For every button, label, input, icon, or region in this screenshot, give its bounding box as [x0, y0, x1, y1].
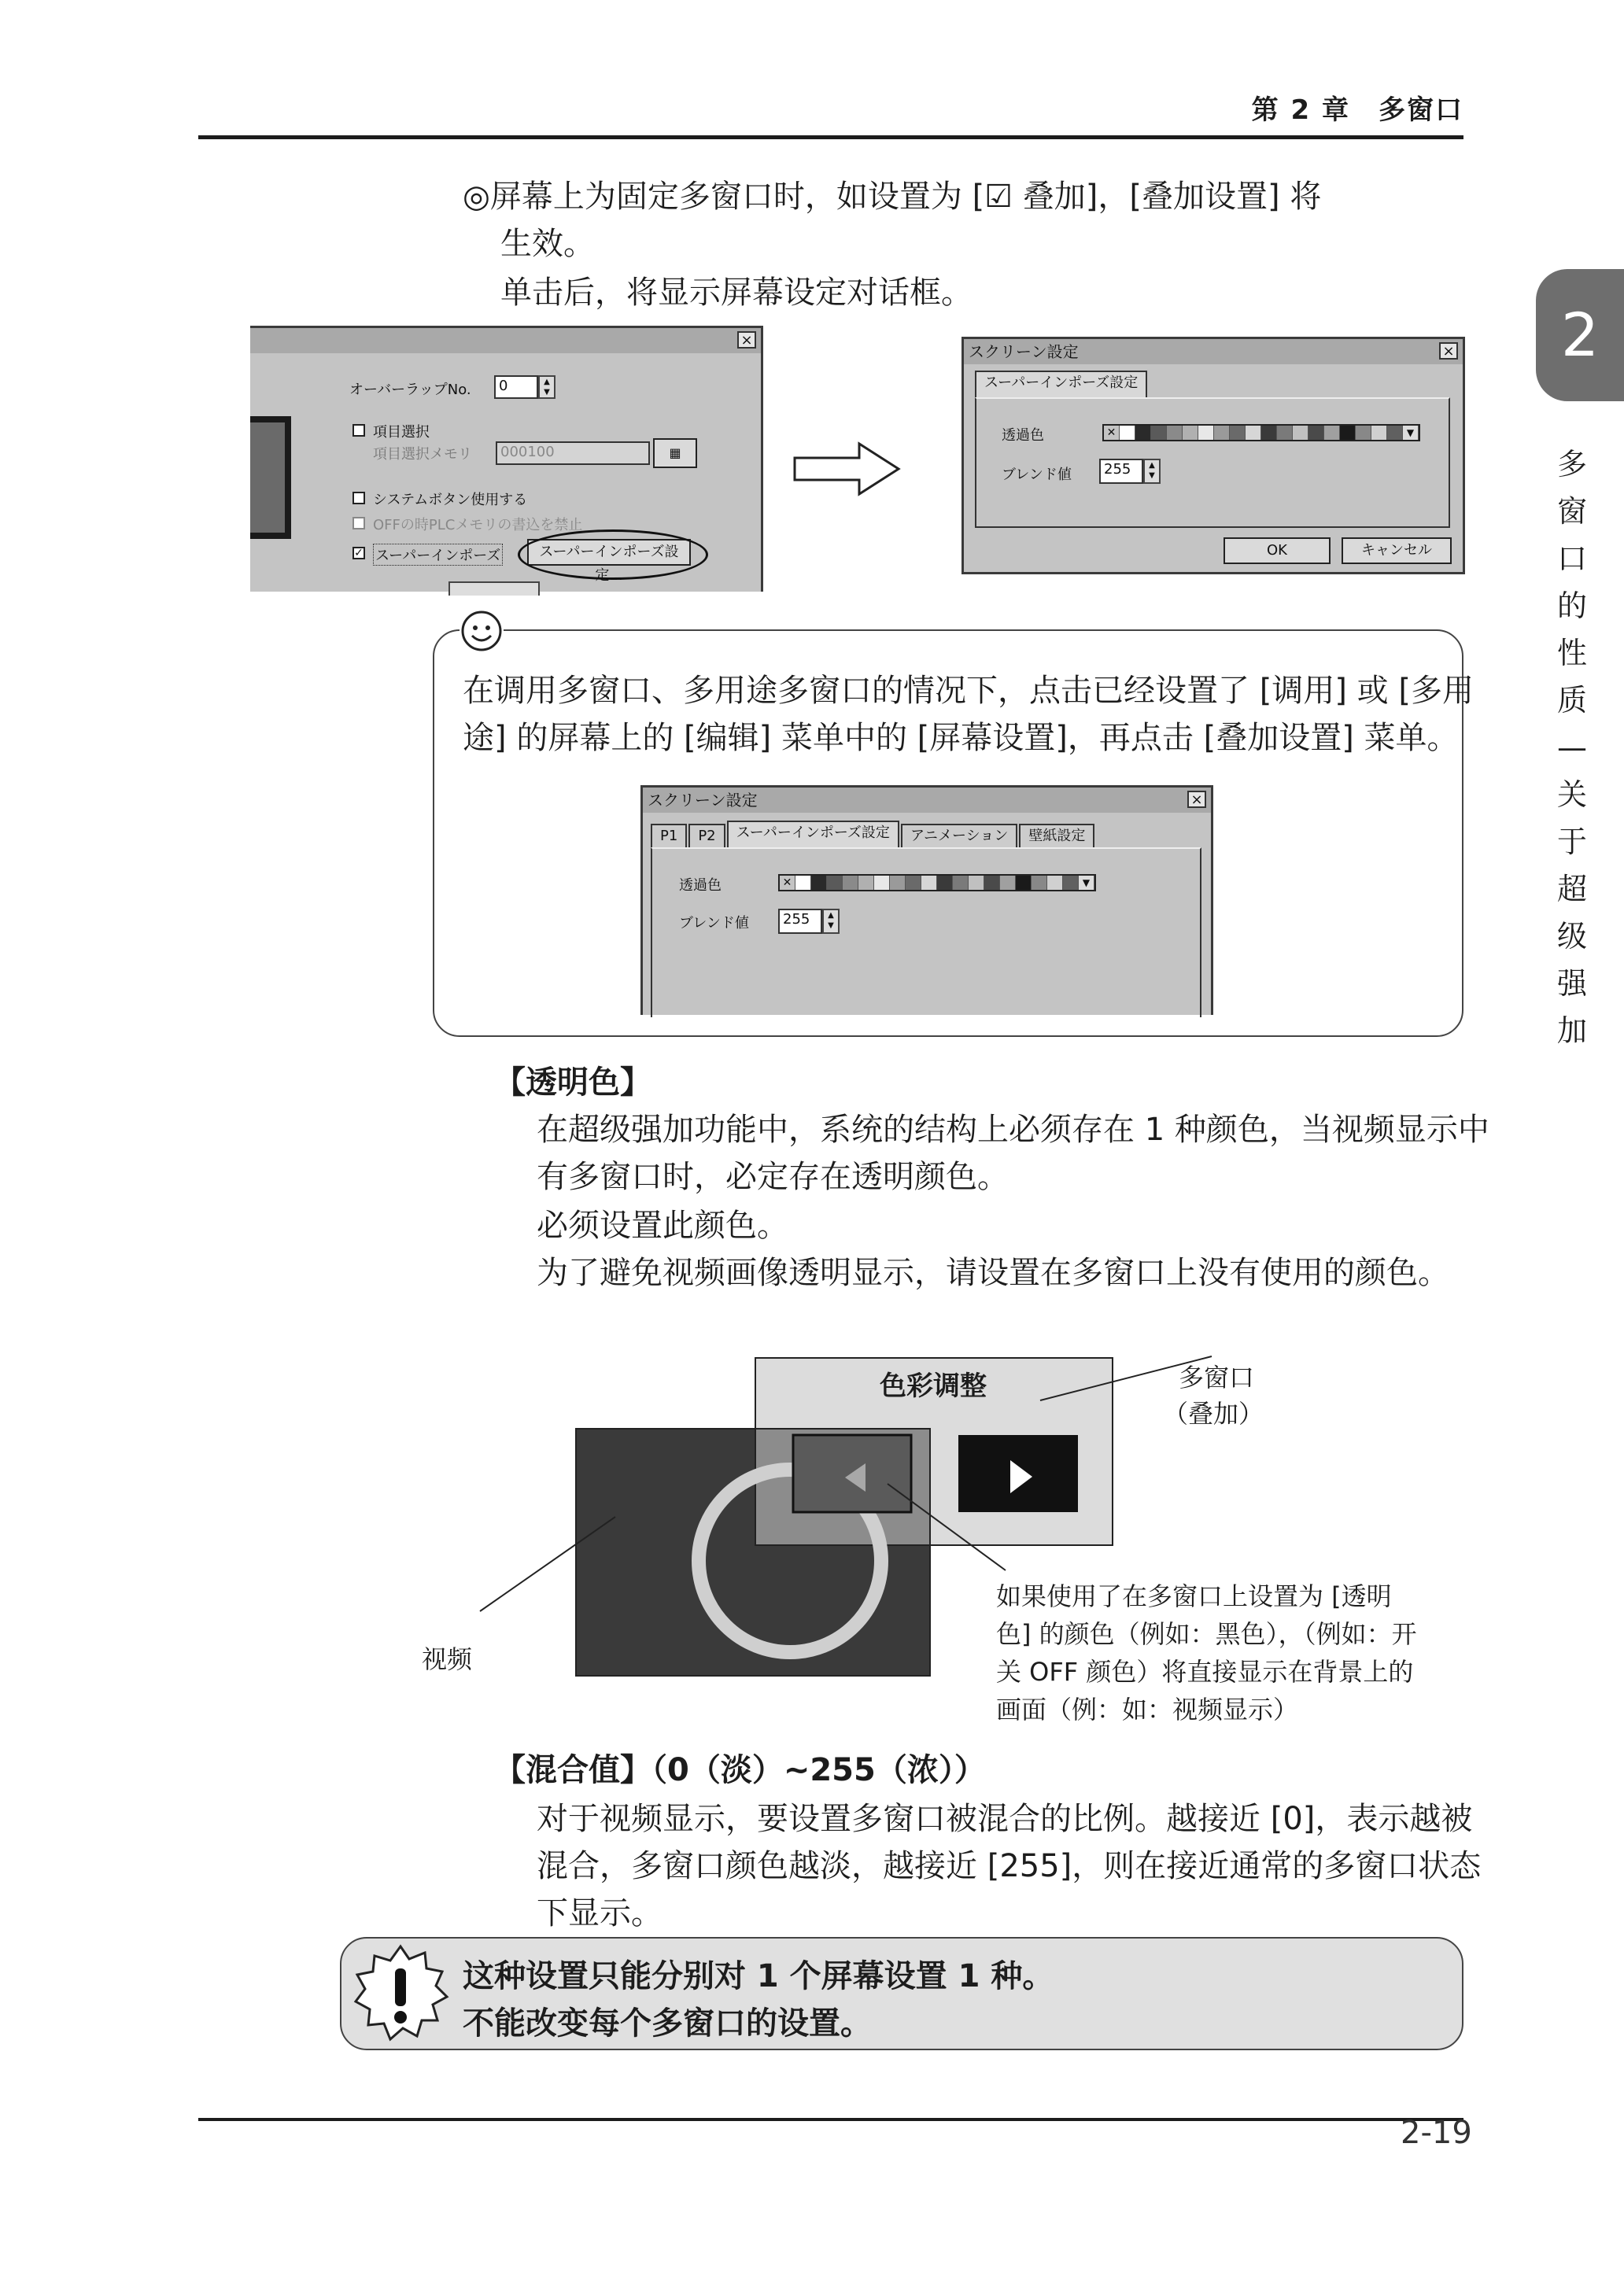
system-button-label: システムボタン使用する — [373, 492, 528, 508]
blend-value-field[interactable]: 255 — [778, 909, 822, 934]
color-swatch[interactable] — [1230, 426, 1246, 440]
superimpose-settings-button[interactable]: スーパーインポーズ設定... — [527, 539, 691, 566]
color-swatch[interactable] — [1340, 426, 1356, 440]
blend-heading: 【混合值】（0（淡）~255（浓）） — [494, 1752, 986, 1788]
color-swatch[interactable] — [1198, 426, 1214, 440]
dialog-title: スクリーン設定 — [964, 339, 1463, 364]
transparent-color-palette[interactable] — [1102, 424, 1420, 441]
color-swatch[interactable] — [1387, 426, 1403, 440]
blend-p1: 对于视频显示，要设置多窗口被混合的比例。越接近 [0]，表示越被 — [537, 1801, 1473, 1837]
item-select-label: 項目選択 — [373, 424, 430, 441]
dialog-titlebar — [250, 328, 761, 353]
color-swatch[interactable] — [1167, 426, 1183, 440]
chapter-tab — [1536, 269, 1624, 401]
color-swatch[interactable] — [1308, 426, 1324, 440]
color-swatch[interactable] — [1277, 426, 1293, 440]
screen-settings-dialog — [961, 337, 1465, 574]
color-swatch[interactable] — [1356, 426, 1371, 440]
preview-frame — [250, 416, 291, 539]
color-swatch[interactable] — [984, 876, 1000, 890]
color-swatch[interactable] — [811, 876, 827, 890]
color-swatch[interactable] — [1293, 426, 1308, 440]
color-swatch[interactable] — [827, 876, 843, 890]
color-swatch[interactable] — [1135, 426, 1151, 440]
color-swatch[interactable] — [906, 876, 921, 890]
screen-settings-dialog-tabs — [640, 785, 1213, 1015]
color-swatch[interactable] — [921, 876, 937, 890]
note-line-2: 途] 的屏幕上的 [编辑] 菜单中的 [屏幕设置]，再点击 [叠加设置] 菜单。 — [463, 720, 1459, 756]
color-swatch[interactable] — [937, 876, 953, 890]
color-swatch[interactable] — [1032, 876, 1047, 890]
off-plc-checkbox[interactable] — [352, 517, 365, 529]
tab-panel — [975, 397, 1450, 528]
close-button[interactable]: × — [737, 331, 756, 349]
overlap-spinner[interactable]: ▲ ▼ — [538, 375, 555, 399]
item-memory-field[interactable]: 000100 — [496, 441, 650, 465]
blend-value-label: ブレンド値 — [1002, 467, 1072, 483]
superimpose-checkbox[interactable]: ✓ — [352, 547, 365, 559]
multiwindow-properties-dialog — [250, 326, 763, 592]
overlap-number-field[interactable]: 0 — [494, 375, 538, 399]
transparent-p4: 为了避免视频画像透明显示，请设置在多窗口上没有使用的颜色。 — [537, 1255, 1449, 1291]
blend-value-label: ブレンド値 — [679, 915, 749, 932]
label-video: 视频 — [422, 1644, 473, 1674]
footer-rule — [198, 2118, 1463, 2121]
tab-p1[interactable]: P1 — [651, 824, 687, 847]
label-overlay: （叠加） — [1163, 1399, 1264, 1429]
header-rule — [198, 135, 1463, 139]
color-swatch[interactable] — [1000, 876, 1016, 890]
color-swatch[interactable] — [1120, 426, 1135, 440]
tab-superimpose[interactable]: スーパーインポーズ設定 — [975, 371, 1147, 397]
color-swatch[interactable] — [1214, 426, 1230, 440]
blend-value-field[interactable]: 255 — [1099, 459, 1143, 484]
no-color-swatch[interactable]: ✕ — [780, 876, 795, 890]
highlight-ellipse — [518, 529, 708, 580]
color-swatch[interactable] — [1016, 876, 1032, 890]
color-swatch[interactable] — [1183, 426, 1198, 440]
intro-line-3: 单击后，将显示屏幕设定对话框。 — [500, 275, 973, 311]
cancel-button[interactable]: キャンセル — [1342, 537, 1452, 564]
page-number: 2-19 — [1401, 2115, 1472, 2151]
callout-line-3: 关 OFF 颜色）将直接显示在背景上的 — [996, 1657, 1414, 1687]
blend-spinner[interactable]: ▲ ▼ — [822, 909, 840, 934]
chapter-header: 第 2 章 多窗口 — [1251, 94, 1463, 126]
color-swatch[interactable] — [858, 876, 874, 890]
callout-line-2: 色] 的颜色（例如：黑色），（例如：开 — [996, 1619, 1417, 1649]
cut-off-field — [448, 581, 540, 596]
item-memory-label: 項目選択メモリ — [373, 446, 472, 463]
figure-window-title: 色彩调整 — [880, 1371, 987, 1402]
tab-animation[interactable]: アニメーション — [901, 824, 1017, 847]
color-swatch[interactable] — [1261, 426, 1277, 440]
color-swatch[interactable] — [843, 876, 858, 890]
keypad-button[interactable] — [653, 438, 697, 468]
ok-button[interactable]: OK — [1224, 537, 1331, 564]
chapter-number: 2 — [1560, 300, 1600, 370]
close-button[interactable]: × — [1187, 791, 1206, 808]
color-swatch[interactable] — [953, 876, 969, 890]
callout-line-1: 如果使用了在多窗口上设置为 [透明 — [996, 1581, 1392, 1611]
color-swatch[interactable] — [1047, 876, 1063, 890]
tab-p2[interactable]: P2 — [688, 824, 725, 847]
superimpose-label: スーパーインポーズ — [373, 544, 503, 566]
vertical-chapter-title: 多窗口的性质—关于超级强加 — [1556, 447, 1587, 1048]
overlap-number-label: オーバーラップNo. — [349, 382, 471, 398]
color-swatch[interactable] — [1371, 426, 1387, 440]
tab-panel — [651, 847, 1201, 1017]
dropdown-icon[interactable]: ▼ — [1403, 426, 1419, 440]
tab-superimpose[interactable]: スーパーインポーズ設定 — [727, 821, 899, 847]
color-swatch[interactable] — [890, 876, 906, 890]
transparent-color-palette[interactable] — [778, 874, 1096, 891]
color-swatch[interactable] — [1063, 876, 1079, 890]
blend-p2: 混合，多窗口颜色越淡，越接近 [255]，则在接近通常的多窗口状态 — [537, 1848, 1482, 1884]
transparent-p3: 必须设置此颜色。 — [537, 1208, 788, 1244]
warning-line-2: 不能改变每个多窗口的设置。 — [463, 2005, 872, 2042]
transparent-heading: 【透明色】 — [494, 1064, 651, 1101]
smiley-icon — [460, 609, 504, 653]
warning-line-1: 这种设置只能分别对 1 个屏幕设置 1 种。 — [463, 1958, 1054, 1994]
blend-p3: 下显示。 — [537, 1895, 663, 1931]
transparent-p2: 有多窗口时，必定存在透明颜色。 — [537, 1159, 1009, 1195]
color-swatch[interactable] — [1151, 426, 1167, 440]
tab-strip — [651, 824, 1096, 847]
warning-icon — [351, 1943, 450, 2042]
close-button[interactable]: × — [1439, 342, 1458, 360]
color-swatch[interactable] — [795, 876, 811, 890]
blend-spinner[interactable]: ▲ ▼ — [1143, 459, 1161, 484]
note-line-1: 在调用多窗口、多用途多窗口的情况下，点击已经设置了 [调用] 或 [多用 — [463, 673, 1474, 709]
off-plc-label: OFFの時PLCメモリの書込を禁止 — [373, 517, 583, 533]
intro-line-2: 生效。 — [500, 226, 595, 262]
no-color-swatch[interactable]: ✕ — [1104, 426, 1120, 440]
color-swatch[interactable] — [1246, 426, 1261, 440]
transparent-color-label: 透過色 — [1002, 427, 1044, 444]
transparent-color-label: 透過色 — [679, 877, 722, 894]
transparent-p1: 在超级强加功能中，系统的结构上必须存在 1 种颜色，当视频显示中 — [537, 1112, 1489, 1148]
item-select-checkbox[interactable] — [352, 424, 365, 437]
color-swatch[interactable] — [874, 876, 890, 890]
color-swatch[interactable] — [1324, 426, 1340, 440]
tab-wallpaper[interactable]: 壁紙設定 — [1019, 824, 1094, 847]
keypad-icon: ▦ — [669, 445, 681, 460]
intro-line-1: ◎屏幕上为固定多窗口时，如设置为 [☑ 叠加]，[叠加设置] 将 — [463, 179, 1322, 215]
tab-strip — [975, 374, 1149, 397]
system-button-checkbox[interactable] — [352, 492, 365, 504]
dropdown-icon[interactable]: ▼ — [1079, 876, 1094, 890]
color-swatch[interactable] — [969, 876, 984, 890]
dialog-title: スクリーン設定 — [643, 788, 1211, 813]
right-arrow-icon — [793, 441, 902, 497]
callout-line-4: 画面（例：如：视频显示） — [996, 1695, 1299, 1725]
label-multiwindow: 多窗口 — [1179, 1363, 1255, 1393]
